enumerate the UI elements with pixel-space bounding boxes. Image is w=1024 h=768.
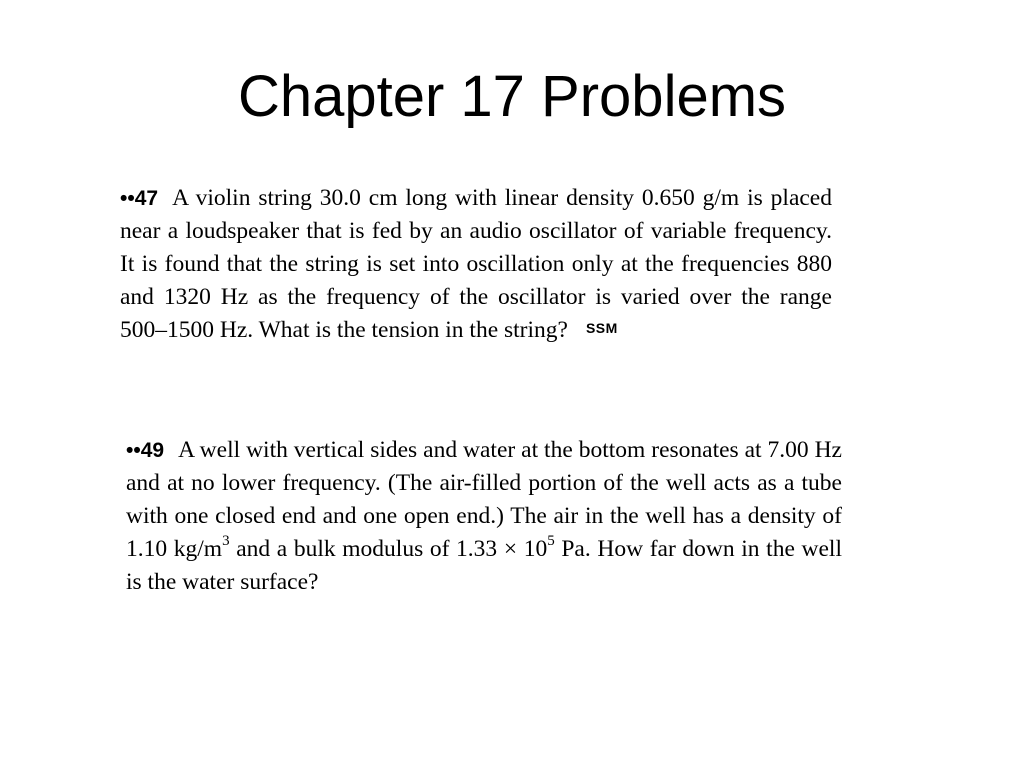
modulus-exponent: 5: [547, 533, 555, 550]
problem-text-part-3: Pa. How far down in the well is the water surface?: [126, 536, 842, 595]
problem-text-part-1: A well with vertical sides and water at the bottom resonates at 7.00 Hz and at no lower frequency. (The air-filled portion of the well acts as a tube with one closed end and one open end.) The air in the well has a density of 1.10 kg/m: [126, 437, 842, 562]
problem-number: ••47: [120, 187, 159, 210]
problem-text-part-2: and a bulk modulus of 1.33 × 10: [229, 536, 548, 562]
density-exponent: 3: [222, 533, 230, 550]
problem-number: ••49: [126, 439, 165, 462]
problem-text: A violin string 30.0 cm long with linear density 0.650 g/m is placed near a loudspeaker that is fed by an audio oscillator of variable frequency. It is found that the string is set into oscillation only at the frequencies 880 and 1320 Hz as the frequency of the oscillator is varied over the range 500–1500 Hz. What is the tension in the string?: [120, 185, 832, 343]
problem-47: [120, 182, 832, 349]
ssm-tag: SSM: [585, 320, 618, 336]
problem-49: [126, 434, 842, 599]
slide-title: Chapter 17 Problems: [237, 64, 787, 129]
